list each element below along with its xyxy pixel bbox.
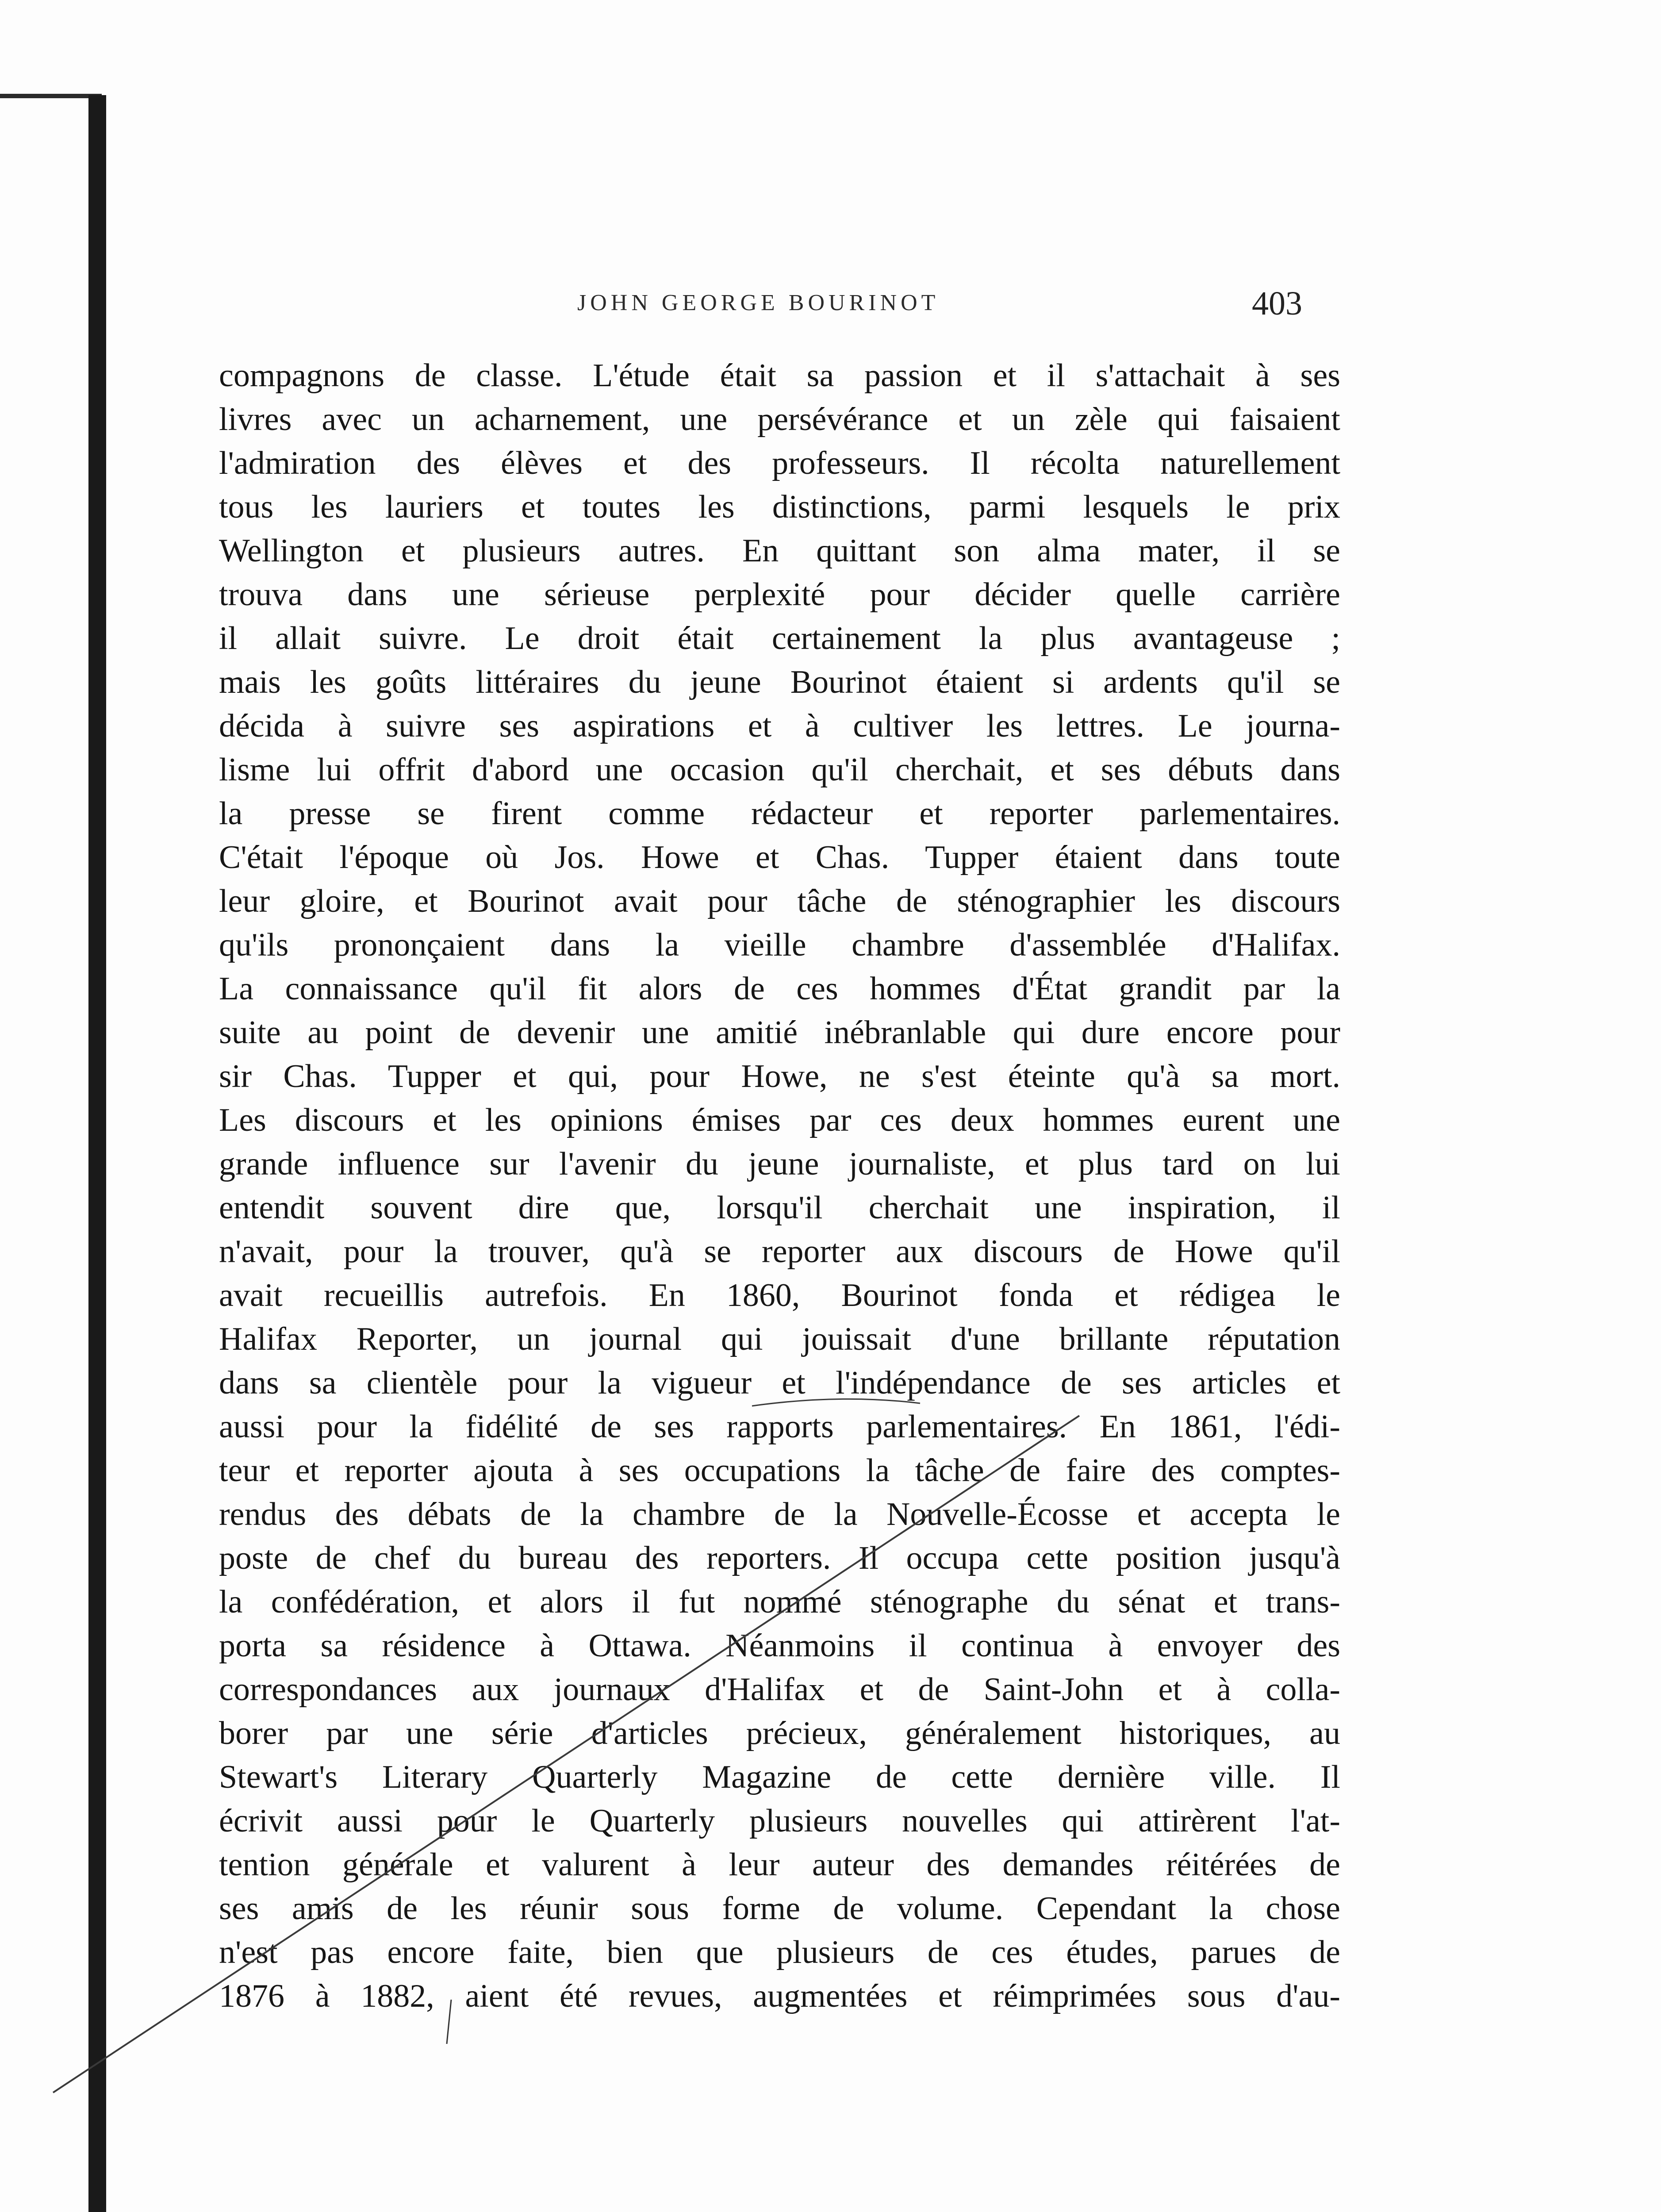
text-line: aussi pour la fidélité de ses rapports parlementaires. En 1861, l'édi- [219,1409,1340,1445]
text-line: suite au point de devenir une amitié inébranlable qui dure encore pour [219,1014,1340,1051]
text-line: dans sa clientèle pour la vigueur et l'indépendance de ses articles et [219,1365,1340,1401]
text-line: avait recueillis autrefois. En 1860, Bourinot fonda et rédigea le [219,1277,1340,1313]
text-line: compagnons de classe. L'étude était sa passion et il s'attachait à ses [219,357,1340,394]
text-line: livres avec un acharnement, une persévérance et un zèle qui faisaient [219,401,1340,438]
text-line: décida à suivre ses aspirations et à cultiver les lettres. Le journa- [219,708,1340,744]
text-line: tous les lauriers et toutes les distinctions, parmi lesquels le prix [219,489,1340,525]
text-line: C'était l'époque où Jos. Howe et Chas. Tupper étaient dans toute [219,839,1340,876]
text-line: lisme lui offrit d'abord une occasion qu'il cherchait, et ses débuts dans [219,752,1340,788]
text-line: sir Chas. Tupper et qui, pour Howe, ne s'est éteinte qu'à sa mort. [219,1058,1340,1094]
text-line: la presse se firent comme rédacteur et reporter parlementaires. [219,795,1340,832]
text-line: qu'ils prononçaient dans la vieille chambre d'assemblée d'Halifax. [219,927,1340,963]
text-line: grande influence sur l'avenir du jeune journaliste, et plus tard on lui [219,1146,1340,1182]
text-line: porta sa résidence à Ottawa. Néanmoins il continua à envoyer des [219,1628,1340,1664]
text-line: l'admiration des élèves et des professeurs. Il récolta naturellement [219,445,1340,481]
text-line: trouva dans une sérieuse perplexité pour décider quelle carrière [219,576,1340,613]
text-line: borer par une série d'articles précieux, généralement historiques, au [219,1715,1340,1751]
text-line: Halifax Reporter, un journal qui jouissait d'une brillante réputation [219,1321,1340,1357]
text-line: n'est pas encore faite, bien que plusieurs de ces études, parues de [219,1934,1340,1970]
text-line: Stewart's Literary Quarterly Magazine de cette dernière ville. Il [219,1759,1340,1795]
text-line: poste de chef du bureau des reporters. Il occupa cette position jusqu'à [219,1540,1340,1576]
running-head: JOHN GEORGE BOURINOT [577,290,940,315]
text-line: la confédération, et alors il fut nommé sténographe du sénat et trans- [219,1584,1340,1620]
text-line: ses amis de les réunir sous forme de volume. Cependant la chose [219,1890,1340,1927]
text-line: il allait suivre. Le droit était certainement la plus avantageuse ; [219,620,1340,657]
text-line: correspondances aux journaux d'Halifax et de Saint-John et à colla- [219,1671,1340,1708]
text-line: leur gloire, et Bourinot avait pour tâche de sténographier les discours [219,883,1340,919]
page-number: 403 [1252,285,1302,322]
text-line: teur et reporter ajouta à ses occupations la tâche de faire des comptes- [219,1452,1340,1489]
text-line: écrivit aussi pour le Quarterly plusieurs nouvelles qui attirèrent l'at- [219,1803,1340,1839]
text-line: Les discours et les opinions émises par ces deux hommes eurent une [219,1102,1340,1138]
text-line: mais les goûts littéraires du jeune Bourinot étaient si ardents qu'il se [219,664,1340,700]
text-line: Wellington et plusieurs autres. En quittant son alma mater, il se [219,533,1340,569]
text-line: rendus des débats de la chambre de la Nouvelle-Écosse et accepta le [219,1496,1340,1532]
margin-mark [447,2000,451,2044]
pencil-stroke-curve [752,1399,920,1406]
text-line: 1876 à 1882, aient été revues, augmentées et réimprimées sous d'au- [219,1978,1340,2014]
pencil-stroke-line [53,1416,1079,2093]
text-line: tention générale et valurent à leur auteur des demandes réitérées de [219,1847,1340,1883]
text-line: entendit souvent dire que, lorsqu'il cherchait une inspiration, il [219,1190,1340,1226]
text-line: La connaissance qu'il fit alors de ces hommes d'État grandit par la [219,971,1340,1007]
text-line: n'avait, pour la trouver, qu'à se reporter aux discours de Howe qu'il [219,1233,1340,1270]
